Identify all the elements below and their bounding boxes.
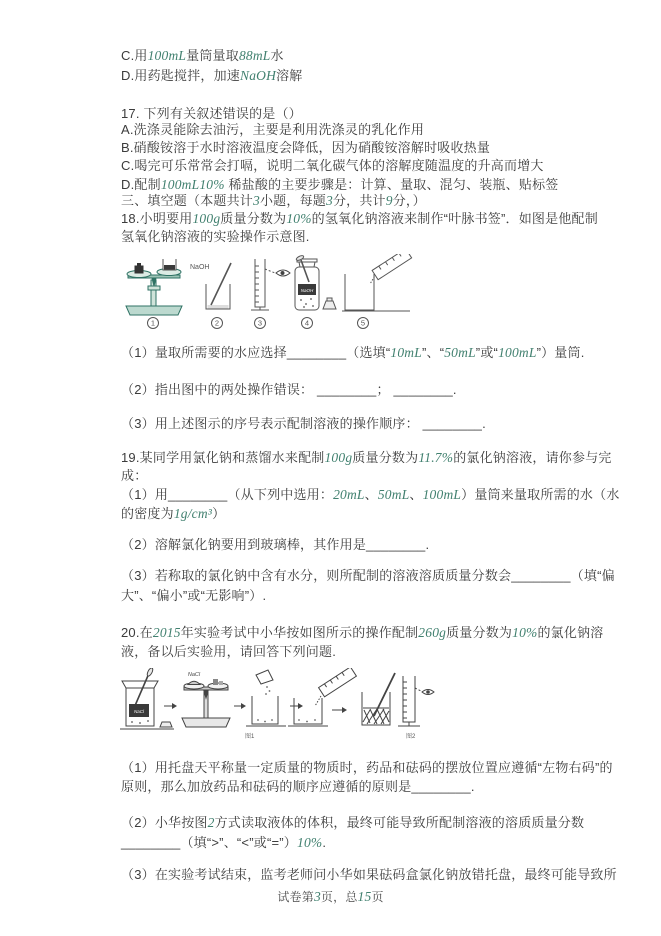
text-segment: ”或“ xyxy=(475,345,499,360)
text-segment: ________（填“>”、“<”或“=”） xyxy=(121,835,297,850)
math-token: 50mL xyxy=(377,487,410,502)
option-b xyxy=(121,140,490,156)
text-segment: （1）用托盘天平称量一定质量的物质时，药品和砝码的摆放位置应遵循“左物右码”的 xyxy=(121,760,613,775)
text-segment: 、 xyxy=(364,487,378,502)
math-token: 11.7% xyxy=(418,450,454,465)
text-segment: 量筒量取 xyxy=(186,48,239,63)
beaker-icon xyxy=(206,284,230,309)
glass-rod-icon xyxy=(211,263,231,305)
text-segment: 方式读取液体的体积，最终可能导致所配制溶液的溶质质量分数 xyxy=(214,815,585,830)
text-segment: A.洗涤灵能除去油污，主要是利用洗涤灵的乳化作用 xyxy=(121,122,425,137)
q20-blank-1b xyxy=(121,779,475,795)
math-token: 15 xyxy=(357,889,372,904)
text-segment: 质量分数为 xyxy=(220,211,287,226)
text-segment: 稀盐酸的主要步骤是：计算、量取、混匀、装瓶、贴标签 xyxy=(224,177,559,192)
reading-cylinder-icon xyxy=(398,676,423,726)
math-token: 9 xyxy=(385,193,393,208)
pouring-cylinder-icon xyxy=(342,254,412,311)
text-segment: ）量筒来量取所需的水（水 xyxy=(461,487,620,502)
question-20-title-2 xyxy=(121,644,336,660)
text-segment: 页，总 xyxy=(320,890,358,904)
balance-icon-2 xyxy=(182,679,230,727)
q20-blank-2 xyxy=(121,815,584,831)
step-label-2 xyxy=(212,318,223,329)
text-segment: 分，共计 xyxy=(332,193,386,208)
text-segment: D.用药匙搅拌，加速 xyxy=(121,68,241,83)
text-segment: 氢氧化钠溶液的实验操作示意图. xyxy=(121,229,310,244)
text-segment: ”）量筒. xyxy=(536,345,585,360)
text-segment: . xyxy=(322,835,327,850)
apparatus-diagram-1 xyxy=(118,254,418,336)
step-label-1 xyxy=(148,318,159,329)
math-token: 10% xyxy=(512,625,538,640)
math-token: 260g xyxy=(418,625,447,640)
arrow-icon xyxy=(332,707,347,713)
text-segment: B.硝酸铵溶于水时溶液温度会降低，因为硝酸铵溶解时吸收热量 xyxy=(121,140,491,155)
arrow-icon xyxy=(164,703,177,709)
math-token: 10% xyxy=(286,211,312,226)
pour-water-beaker-icon xyxy=(288,668,356,726)
fig1-label: 图1 xyxy=(245,734,255,740)
q18-blank-3 xyxy=(121,416,486,432)
option-d xyxy=(121,177,558,193)
math-token: NaOH xyxy=(240,68,277,83)
math-token: 3 xyxy=(253,193,260,208)
question-20-title xyxy=(121,625,604,641)
text-segment: 19.某同学用氯化钠和蒸馏水来配制 xyxy=(121,450,325,465)
arrow-icon xyxy=(234,703,246,709)
arrow-icon xyxy=(290,703,303,709)
text-segment: （3）在实验考试结束，监考老师问小华如果砝码盒氯化钠放错托盘，最终可能导致所 xyxy=(121,867,617,882)
text-segment: D.配制 xyxy=(121,177,161,192)
text-segment: 小题，每题 xyxy=(259,193,326,208)
text-segment: 的氯化钠溶液，请你参与完 xyxy=(453,450,612,465)
step-label-5 xyxy=(358,318,369,329)
math-token: 100mL xyxy=(422,487,462,502)
nacl-balance-label: NaCl xyxy=(187,672,201,678)
math-token: 88mL xyxy=(238,48,271,63)
step-label-3 xyxy=(255,318,266,329)
text-segment: 质量分数为 xyxy=(352,450,419,465)
math-token: 10mL xyxy=(390,345,422,360)
q19-blank-1 xyxy=(121,487,620,503)
text-segment: 20.在 xyxy=(121,625,153,640)
text-line xyxy=(121,68,302,84)
math-token: 2015 xyxy=(152,625,181,640)
math-token: 50mL xyxy=(444,345,476,360)
text-segment: 试卷第 xyxy=(277,890,314,904)
math-token: 1g/cm³ xyxy=(173,506,213,521)
text-segment: 17. 下列有关叙述错误的是（） xyxy=(121,106,302,121)
q20-blank-1 xyxy=(121,760,613,776)
q20-blank-2b xyxy=(121,835,326,851)
text-segment: （2）小华按图 xyxy=(121,815,208,830)
svg-text:4: 4 xyxy=(304,318,310,328)
stopper-icon xyxy=(323,298,336,309)
option-a xyxy=(121,122,424,138)
text-segment: （3）用上述图示的序号表示配制溶液的操作顺序： ________. xyxy=(121,416,486,431)
option-c xyxy=(121,158,544,174)
q19-blank-2 xyxy=(121,537,429,553)
text-segment: 18.小明要用 xyxy=(121,211,193,226)
text-segment: ） xyxy=(212,506,226,521)
step-label-4 xyxy=(302,318,313,329)
math-token: 20mL xyxy=(333,487,365,502)
text-segment: 水 xyxy=(270,48,284,63)
graduated-cylinder-icon xyxy=(251,259,275,310)
pour-solid-beaker-icon xyxy=(246,670,286,726)
balance-icon xyxy=(126,259,182,315)
text-segment: 的密度为 xyxy=(121,506,174,521)
text-segment: 的氯化钠溶 xyxy=(537,625,604,640)
text-segment: 年实验考试中小华按如图所示的操作配制 xyxy=(180,625,419,640)
text-segment: （3）若称取的氯化钠中含有水分，则所配制的溶液溶质质量分数会________（填“偏 xyxy=(121,568,615,583)
text-segment: （1）用________（从下列中选用： xyxy=(121,487,334,502)
svg-text:1: 1 xyxy=(150,318,156,328)
question-18-title-2 xyxy=(121,229,310,245)
math-token: 100mL xyxy=(498,345,537,360)
q19-blank-3 xyxy=(121,568,615,584)
question-19-title xyxy=(121,450,612,466)
text-segment: 成： xyxy=(121,468,148,483)
q20-blank-3 xyxy=(121,867,617,883)
text-segment: （2）指出图中的两处操作错误： ________； ________. xyxy=(121,382,457,397)
math-token: 100g xyxy=(324,450,353,465)
text-segment: 三、填空题（本题共计 xyxy=(121,193,254,208)
text-segment: ”、“ xyxy=(421,345,445,360)
apparatus-diagram-2 xyxy=(118,668,448,746)
math-token: 100mL xyxy=(147,48,187,63)
text-segment: 、 xyxy=(409,487,423,502)
text-segment: 液，备以后实验用，请回答下列问题. xyxy=(121,644,337,659)
naoh-text: NaOH xyxy=(190,264,210,271)
math-token: 100mL10% xyxy=(160,177,225,192)
stirring-rod-icon xyxy=(374,673,395,716)
nacl-bottle-icon xyxy=(120,668,174,729)
section-title xyxy=(121,193,426,209)
text-segment: C.用 xyxy=(121,48,148,63)
math-token: 3 xyxy=(313,889,321,904)
math-token: 3 xyxy=(325,193,333,208)
text-segment: （1）量取所需要的水应选择________（选填“ xyxy=(121,345,391,360)
bottle-label-text: NaOH xyxy=(300,288,314,293)
stirring-beaker-icon xyxy=(362,692,390,725)
text-segment: C.喝完可乐常常会打嗝，说明二氧化碳气体的溶解度随温度的升高而增大 xyxy=(121,158,544,173)
q18-blank-2 xyxy=(121,382,457,398)
reagent-bottle-icon xyxy=(295,255,319,310)
q18-blank-1 xyxy=(121,345,585,361)
svg-text:3: 3 xyxy=(257,318,263,328)
question-19-title-2 xyxy=(121,468,147,484)
q19-blank-3b xyxy=(121,588,266,604)
nacl-bottle-label: NaCl xyxy=(133,709,145,714)
math-token: 100g xyxy=(192,211,221,226)
svg-text:5: 5 xyxy=(360,318,366,328)
text-segment: 原则，那么加放药品和砝码的顺序应遵循的原则是________. xyxy=(121,779,475,794)
page-footer xyxy=(0,889,661,905)
question-18-title xyxy=(121,211,598,227)
svg-text:2: 2 xyxy=(214,318,220,328)
fig2-label: 图2 xyxy=(406,734,416,740)
question-17-title xyxy=(121,106,302,122)
text-segment: 分，） xyxy=(392,193,426,208)
eye-icon xyxy=(276,270,290,276)
text-segment: 溶解 xyxy=(276,68,303,83)
math-token: 10% xyxy=(297,835,323,850)
text-line xyxy=(121,48,284,64)
cap-icon xyxy=(160,722,172,727)
eye-icon xyxy=(422,690,434,695)
text-segment: 质量分数为 xyxy=(446,625,513,640)
q19-blank-1b xyxy=(121,506,225,522)
text-segment: 的氢氧化钠溶液来制作“叶脉书签”．如图是他配制 xyxy=(311,211,598,226)
text-segment: （2）溶解氯化钠要用到玻璃棒，其作用是________. xyxy=(121,537,430,552)
math-token: 2 xyxy=(207,815,215,830)
text-segment: 页 xyxy=(371,890,384,904)
text-segment: 大”、“偏小”或“无影响”）. xyxy=(121,588,267,603)
